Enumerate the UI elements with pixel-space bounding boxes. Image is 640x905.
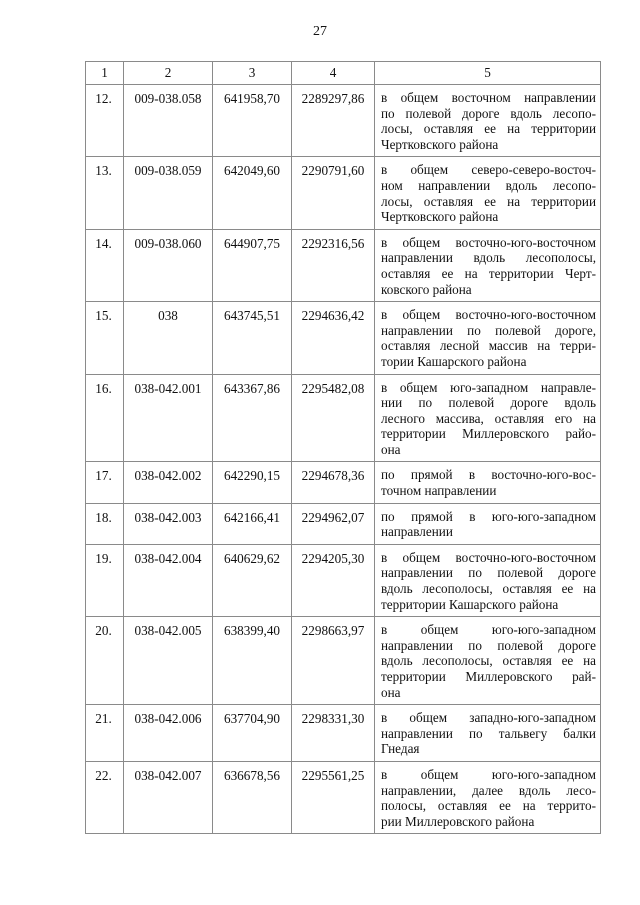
table-row: [86, 761, 601, 833]
table-row: [86, 462, 601, 503]
description-line: полосы, оставляя ее на террито-: [381, 798, 596, 814]
table-row: [86, 302, 601, 374]
row-number: 13.: [86, 157, 124, 229]
table-body: [86, 85, 601, 834]
description-line: оставляя лесной массив на терри-: [381, 338, 596, 354]
description-line: направлении: [381, 524, 453, 540]
coordinate-y: 2292316,56: [292, 229, 375, 301]
column-header-4: 4: [292, 62, 375, 85]
description-line: направлении по полевой дороге: [381, 565, 596, 581]
column-header-3: 3: [213, 62, 292, 85]
coordinate-y: 2294962,07: [292, 503, 375, 544]
description-line: в общем восточно-юго-восточном: [381, 549, 596, 565]
coordinate-y: 2294205,30: [292, 544, 375, 616]
table-row: [86, 503, 601, 544]
column-header-1: 1: [86, 62, 124, 85]
route-description: [375, 85, 601, 157]
description-line: вдоль лесополосы, оставляя ее на: [381, 581, 596, 597]
row-number: 19.: [86, 544, 124, 616]
description-line: по прямой в восточно-юго-вос-: [381, 467, 596, 483]
coordinate-y: 2298663,97: [292, 617, 375, 705]
coordinate-x: 636678,56: [213, 761, 292, 833]
table-row: [86, 85, 601, 157]
description-line: направлении по полевой дороге: [381, 637, 596, 653]
coordinate-x: 643745,51: [213, 302, 292, 374]
coordinate-x: 641958,70: [213, 85, 292, 157]
description-line: вдоль лесополосы, оставляя ее на: [381, 653, 596, 669]
route-description: [375, 462, 601, 503]
description-line: ном направлении вдоль лесопо-: [381, 177, 596, 193]
point-code: 038-042.001: [124, 374, 213, 462]
description-line: Гнедая: [381, 741, 420, 757]
description-line: в общем юго-юго-западном: [381, 766, 596, 782]
point-code: 009-038.060: [124, 229, 213, 301]
description-line: территории Кашарского района: [381, 596, 559, 612]
coordinate-y: 2290791,60: [292, 157, 375, 229]
point-code: 038: [124, 302, 213, 374]
description-line: направлении, далее вдоль лесо-: [381, 782, 596, 798]
description-line: она: [381, 684, 401, 700]
row-number: 18.: [86, 503, 124, 544]
coordinate-x: 642290,15: [213, 462, 292, 503]
table-row: [86, 617, 601, 705]
coordinate-y: 2295482,08: [292, 374, 375, 462]
row-number: 12.: [86, 85, 124, 157]
point-code: 038-042.004: [124, 544, 213, 616]
point-code: 038-042.007: [124, 761, 213, 833]
description-line: в общем юго-западном направле-: [381, 379, 596, 395]
coordinate-y: 2298331,30: [292, 705, 375, 762]
description-line: лосы, оставляя ее на территории: [381, 121, 596, 137]
description-line: в общем восточно-юго-восточном: [381, 307, 596, 323]
coordinate-y: 2294636,42: [292, 302, 375, 374]
description-line: ковского района: [381, 281, 472, 297]
route-description: [375, 302, 601, 374]
route-description: [375, 544, 601, 616]
description-line: Чертковского района: [381, 136, 499, 152]
page-number: 27: [313, 24, 327, 39]
table-row: [86, 374, 601, 462]
row-number: 14.: [86, 229, 124, 301]
description-line: по полевой дороге вдоль лесопо-: [381, 105, 596, 121]
table-row: [86, 544, 601, 616]
description-line: она: [381, 441, 401, 457]
point-code: 038-042.002: [124, 462, 213, 503]
description-line: в общем восточном направлении: [381, 90, 596, 105]
coordinate-x: 640629,62: [213, 544, 292, 616]
description-line: направлении по тальвегу балки: [381, 725, 596, 741]
description-line: по прямой в юго-юго-западном: [381, 508, 596, 524]
route-description: [375, 229, 601, 301]
row-number: 20.: [86, 617, 124, 705]
point-code: 038-042.006: [124, 705, 213, 762]
coordinate-x: 642049,60: [213, 157, 292, 229]
row-number: 17.: [86, 462, 124, 503]
description-line: в общем юго-юго-западном: [381, 622, 596, 638]
description-line: территории Миллеровского райо-: [381, 426, 596, 442]
description-line: нии по полевой дороге вдоль: [381, 395, 596, 411]
route-description: [375, 761, 601, 833]
coordinate-y: 2294678,36: [292, 462, 375, 503]
row-number: 22.: [86, 761, 124, 833]
description-line: направлении вдоль лесополосы,: [381, 250, 596, 266]
column-header-2: 2: [124, 62, 213, 85]
table-header-row: [86, 62, 601, 85]
coordinate-y: 2295561,25: [292, 761, 375, 833]
route-description: [375, 374, 601, 462]
route-description: [375, 503, 601, 544]
point-code: 009-038.059: [124, 157, 213, 229]
column-header-5: 5: [375, 62, 601, 85]
table-row: [86, 229, 601, 301]
description-line: лосы, оставляя ее на территории: [381, 193, 596, 209]
description-line: Чертковского района: [381, 209, 499, 225]
point-code: 038-042.003: [124, 503, 213, 544]
route-description: [375, 157, 601, 229]
coordinate-x: 637704,90: [213, 705, 292, 762]
description-line: точном направлении: [381, 483, 497, 499]
coordinate-x: 642166,41: [213, 503, 292, 544]
description-line: рии Миллеровского района: [381, 813, 535, 829]
description-line: тории Кашарского района: [381, 353, 527, 369]
route-description: [375, 617, 601, 705]
table-row: [86, 705, 601, 762]
description-line: в общем северо-северо-восточ-: [381, 162, 596, 178]
coordinate-x: 643367,86: [213, 374, 292, 462]
description-line: оставляя ее на территории Черт-: [381, 265, 596, 281]
description-line: в общем западно-юго-западном: [381, 710, 596, 726]
description-line: территории Миллеровского рай-: [381, 669, 596, 684]
row-number: 21.: [86, 705, 124, 762]
description-line: направлении по полевой дороге,: [381, 322, 596, 338]
coordinate-y: 2289297,86: [292, 85, 375, 157]
point-code: 038-042.005: [124, 617, 213, 705]
coordinate-x: 638399,40: [213, 617, 292, 705]
route-description: [375, 705, 601, 762]
point-code: 009-038.058: [124, 85, 213, 157]
row-number: 15.: [86, 302, 124, 374]
description-line: лесного массива, оставляя его на: [381, 410, 596, 426]
table-row: [86, 157, 601, 229]
coordinates-table: [85, 61, 601, 834]
coordinate-x: 644907,75: [213, 229, 292, 301]
row-number: 16.: [86, 374, 124, 462]
description-line: в общем восточно-юго-восточном: [381, 234, 596, 250]
